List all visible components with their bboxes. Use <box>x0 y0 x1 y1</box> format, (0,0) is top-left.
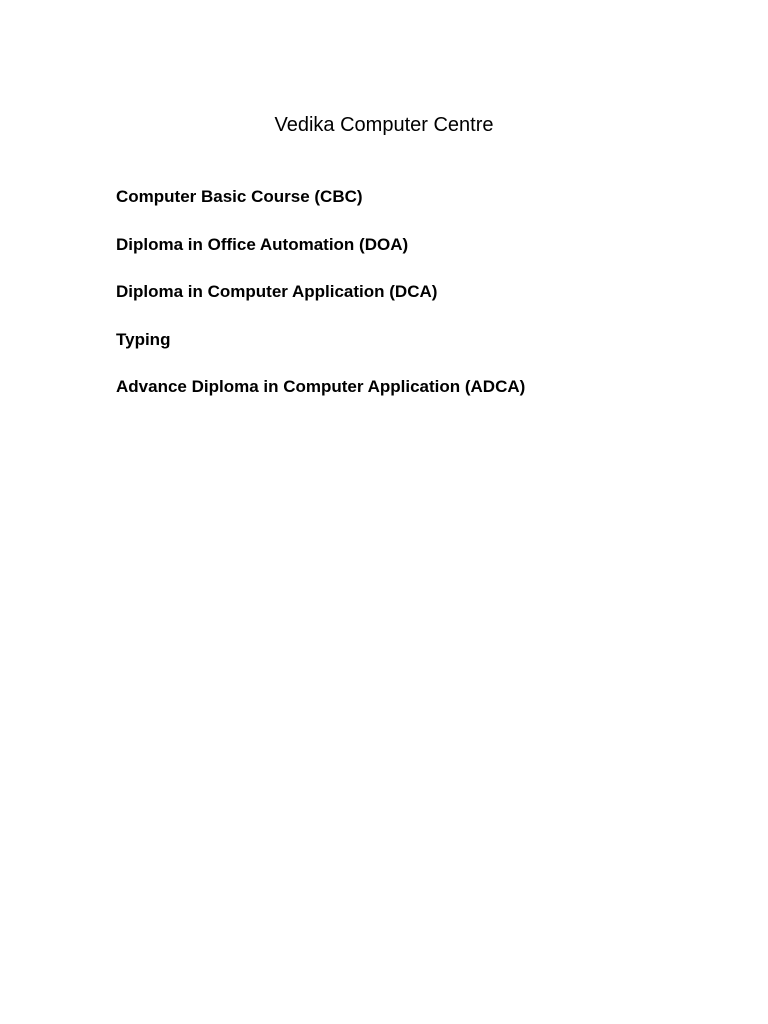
document-title: Vedika Computer Centre <box>274 114 494 136</box>
course-item-dca: Diploma in Computer Application (DCA) <box>116 282 438 301</box>
course-list <box>116 185 525 423</box>
course-item-adca: Advance Diploma in Computer Application (ADCA) <box>116 377 526 396</box>
course-item-typing: Typing <box>116 329 171 349</box>
course-item-doa: Diploma in Office Automation (DOA) <box>116 234 409 254</box>
course-item-cbc: Computer Basic Course (CBC) <box>116 187 363 206</box>
